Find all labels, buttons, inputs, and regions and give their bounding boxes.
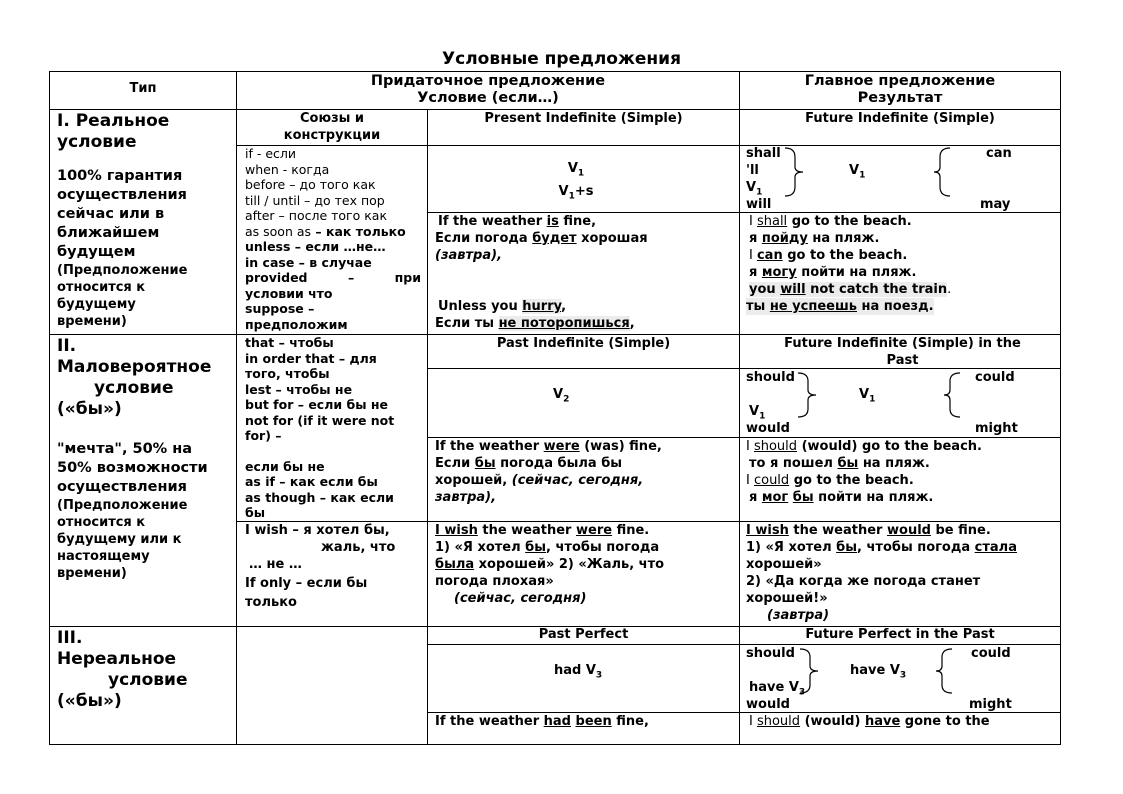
conj-item: that – чтобы [245,335,334,350]
header-sub-line1: Придаточное предложение [370,73,606,89]
type-unlikely-desc8: времени) [57,566,127,581]
example-main-unlikely: I should (would) go to the beach. то я пошел бы на пляж. I could go to the beach. я мог бы пойти на пляж. [746,439,982,505]
form-v2: $V_2$ [553,387,570,405]
type-real-desc9: времени) [57,314,127,329]
conj-header [237,110,427,144]
tense-past-indefinite: Past Indefinite (Simple) [496,336,671,351]
brace-left-icon [783,147,809,197]
conj-item: after – после того как [245,208,387,223]
conj-item: till / until – до тех пор [245,192,385,208]
header-main [740,72,1060,108]
type-real-desc8: будущему [57,297,136,312]
header-main-line2: Результат [857,90,943,106]
conj-item: when - когда [245,161,330,177]
type-unreal-title4: («бы») [57,691,122,711]
type-unlikely-desc6: будущему или к [57,532,182,547]
type-unlikely-desc7: настоящему [57,549,150,564]
conj-item: того, чтобы [245,366,330,381]
type-unlikely-desc4: (Предположение [57,498,188,513]
example-sub-unreal: If the weather had been fine, [435,714,649,729]
type-unreal-title2: Нереальное [57,649,177,669]
type-real-desc5: будущем [57,244,136,260]
conj-item: in case – в случае [245,254,372,270]
conj-item: not for (if it were not [245,412,395,428]
conj-item: условии что [245,285,333,301]
conj-list-real [245,146,423,332]
conj-item: as soon as – как только [245,223,406,239]
conj-item: lest – чтобы не [245,381,353,397]
type-unlikely-title3: условие [94,378,174,398]
header-sub-line2: Условие (если…) [417,90,559,106]
brace-right-icon [944,372,970,418]
type-unlikely-title4: («бы») [57,399,122,419]
brace-right-icon [936,648,962,694]
type-real-desc4: ближайшем [57,225,160,241]
type-real-title1: I. Реальное [57,111,170,131]
conj-item: before – до того как [245,177,376,192]
example-sub-unlikely: If the weather were (was) fine, Если бы погода была бы хорошей, (сейчас, сегодня, завтра), [435,439,662,505]
conj-item: provided – при [245,270,421,285]
example-sub-real: If the weather is fine, Если погода будет хорошая (завтра), Unless you hurry, Если ты не поторопишься, [435,214,648,331]
conj-item: but for – если бы не [245,397,388,412]
example-wish-sub: I wish the weather were fine. 1) «Я хотел бы, чтобы погода была хорошей» 2) «Жаль, что погода плохая» (сейчас, сегодня) [435,523,665,606]
brace-left-icon [796,372,822,418]
example-wish-main: I wish the weather would be fine. 1) «Я хотел бы, чтобы погода стала хорошей» 2) «Да когда же погода станет хорошей!» (завтра) [746,523,1017,623]
tense-past-perfect: Past Perfect [538,627,629,642]
type-unlikely [57,336,235,582]
tense-present-indefinite: Present Indefinite (Simple) [484,111,683,126]
type-unlikely-desc2: 50% возможности [57,460,208,476]
conj-item: in order that – для [245,350,377,366]
form-had-v3: had $V_3$ [554,663,603,681]
header-main-line1: Главное предложение [804,73,996,89]
type-real-title2: условие [57,132,137,152]
page-title: Условные предложения [442,49,681,69]
header-type: Тип [129,81,157,96]
type-real-desc7: относится к [57,280,146,295]
type-unlikely-desc5: относится к [57,515,146,530]
type-unreal-title3: условие [108,670,188,690]
type-unlikely-title1: II. [57,336,77,356]
example-main-real: I shall go to the beach. я пойду на пляж. I can go to the beach. я могу пойти на пляж. you will not catch the train. ты не успеешь на поезд. [746,214,952,314]
conj-item: as if – как если бы [245,474,378,489]
type-unlikely-desc1: "мечта", 50% на [57,441,193,457]
conj-item: если бы не [245,458,325,474]
conj-header-line2: конструкции [283,128,381,143]
form-future-perfect: should could have $V_3$ have $V_3$ would might [746,646,1012,712]
conj-item: as though – как если [245,489,394,505]
type-unreal [57,628,235,712]
conj-wish: I wish – я хотел бы, жаль, что … не … If only – если бы только [245,523,396,610]
tense-future-perfect-past: Future Perfect in the Past [805,627,995,642]
conj-item: if - если [245,146,297,161]
type-real-desc2: осуществления [57,187,187,203]
type-unreal-title1: III. [57,628,83,648]
type-unlikely-title2: Маловероятное [57,357,212,377]
type-unlikely-desc3: осуществления [57,479,187,495]
type-real-desc3: сейчас или в [57,206,165,222]
conj-item: for) – [245,428,282,443]
conj-item: suppose – [245,301,315,316]
type-real-desc1: 100% гарантия [57,168,183,184]
tense-future-in-past: Future Indefinite (Simple) in the Past [784,336,1021,368]
conj-item: предположим [245,316,348,332]
form-v1: $V_1$ $V_1+s$ [558,161,594,202]
brace-left-icon [798,648,824,694]
conj-header-line1: Союзы и [299,111,365,126]
type-real-desc6: (Предположение [57,263,188,278]
tense-future-indefinite: Future Indefinite (Simple) [805,111,995,126]
form-future: shall 'll $V_1$ will can may $V_1$ [746,146,1012,212]
brace-right-icon [934,147,960,197]
conj-list-unlikely [245,335,423,521]
conj-item: unless – если …не… [245,239,386,254]
type-real [57,111,235,330]
conj-item: бы [245,505,266,520]
form-future-past: should could $V_1$ $V_1$ would might [746,370,1018,436]
example-main-unreal: I should (would) have gone to the [749,714,990,729]
header-subordinate [237,72,739,108]
